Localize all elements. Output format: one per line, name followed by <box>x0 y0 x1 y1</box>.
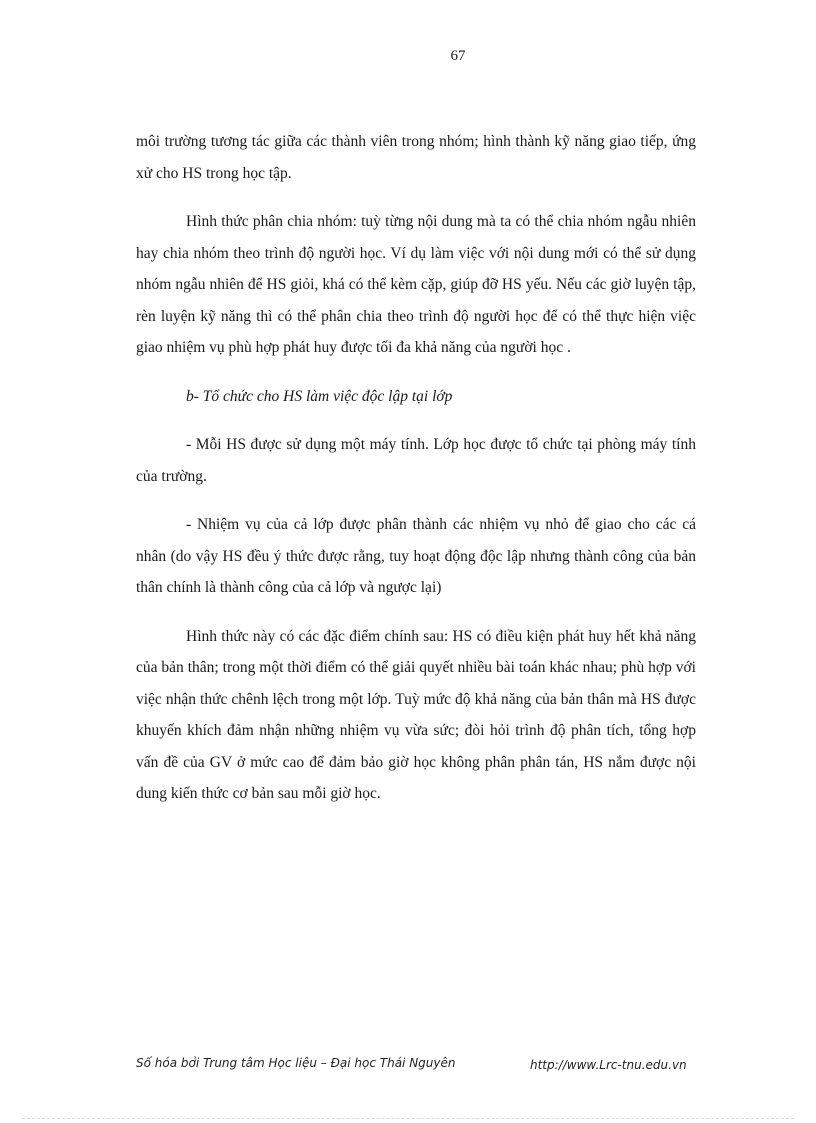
footer-source: Số hóa bởi Trung tâm Học liệu – Đại học Thái Nguyên <box>136 1056 456 1070</box>
paragraph-computer-usage: - Mỗi HS được sử dụng một máy tính. Lớp học được tổ chức tại phòng máy tính của trường. <box>136 436 696 485</box>
section-heading: b- Tổ chức cho HS làm việc độc lập tại lớp <box>186 387 453 405</box>
footer-url-link[interactable]: http://www.Lrc-tnu.edu.vn <box>530 1058 687 1072</box>
paragraph-group-division: Hình thức phân chia nhóm: tuỳ từng nội dung mà ta có thể chia nhóm ngẫu nhiên hay chia nhóm theo trình độ người học. Ví dụ làm việc với nội dung mới có thể sử dụng nhóm ngẫu nhiên để HS giỏi, khá có thể kèm cặp, giúp đỡ HS yếu. Nếu các giờ luyện tập, rèn luyện kỹ năng thì có thể phân chia theo trình độ người học để có thể thực hiện việc giao nhiệm vụ phù hợp phát huy được tối đa khả năng của người học . <box>136 213 696 356</box>
document-body <box>136 126 696 827</box>
paragraph-task-division: - Nhiệm vụ của cả lớp được phân thành các nhiệm vụ nhỏ để giao cho các cá nhân (do vậy HS đều ý thức được rằng, tuy hoạt động độc lập nhưng thành công của bản thân chính là thành công của cả lớp và ngược lại) <box>136 516 696 596</box>
page-number: 67 <box>450 48 466 64</box>
paragraph-continuation: môi trường tương tác giữa các thành viên trong nhóm; hình thành kỹ năng giao tiếp, ứng xử cho HS trong học tập. <box>136 133 696 182</box>
page-bottom-divider <box>22 1118 794 1119</box>
paragraph-characteristics: Hình thức này có các đặc điểm chính sau: HS có điều kiện phát huy hết khả năng của bản thân; trong một thời điểm có thể giải quyết nhiều bài toán khác nhau; phù hợp với việc nhận thức chênh lệch trong một lớp. Tuỳ mức độ khả năng của bản thân mà HS được khuyến khích đảm nhận những nhiệm vụ vừa sức; đòi hỏi trình độ phân tích, tổng hợp vấn đề của GV ở mức cao để đảm bảo giờ học không phân phân tán, HS nắm được nội dung kiến thức cơ bản sau mỗi giờ học. <box>136 627 696 802</box>
